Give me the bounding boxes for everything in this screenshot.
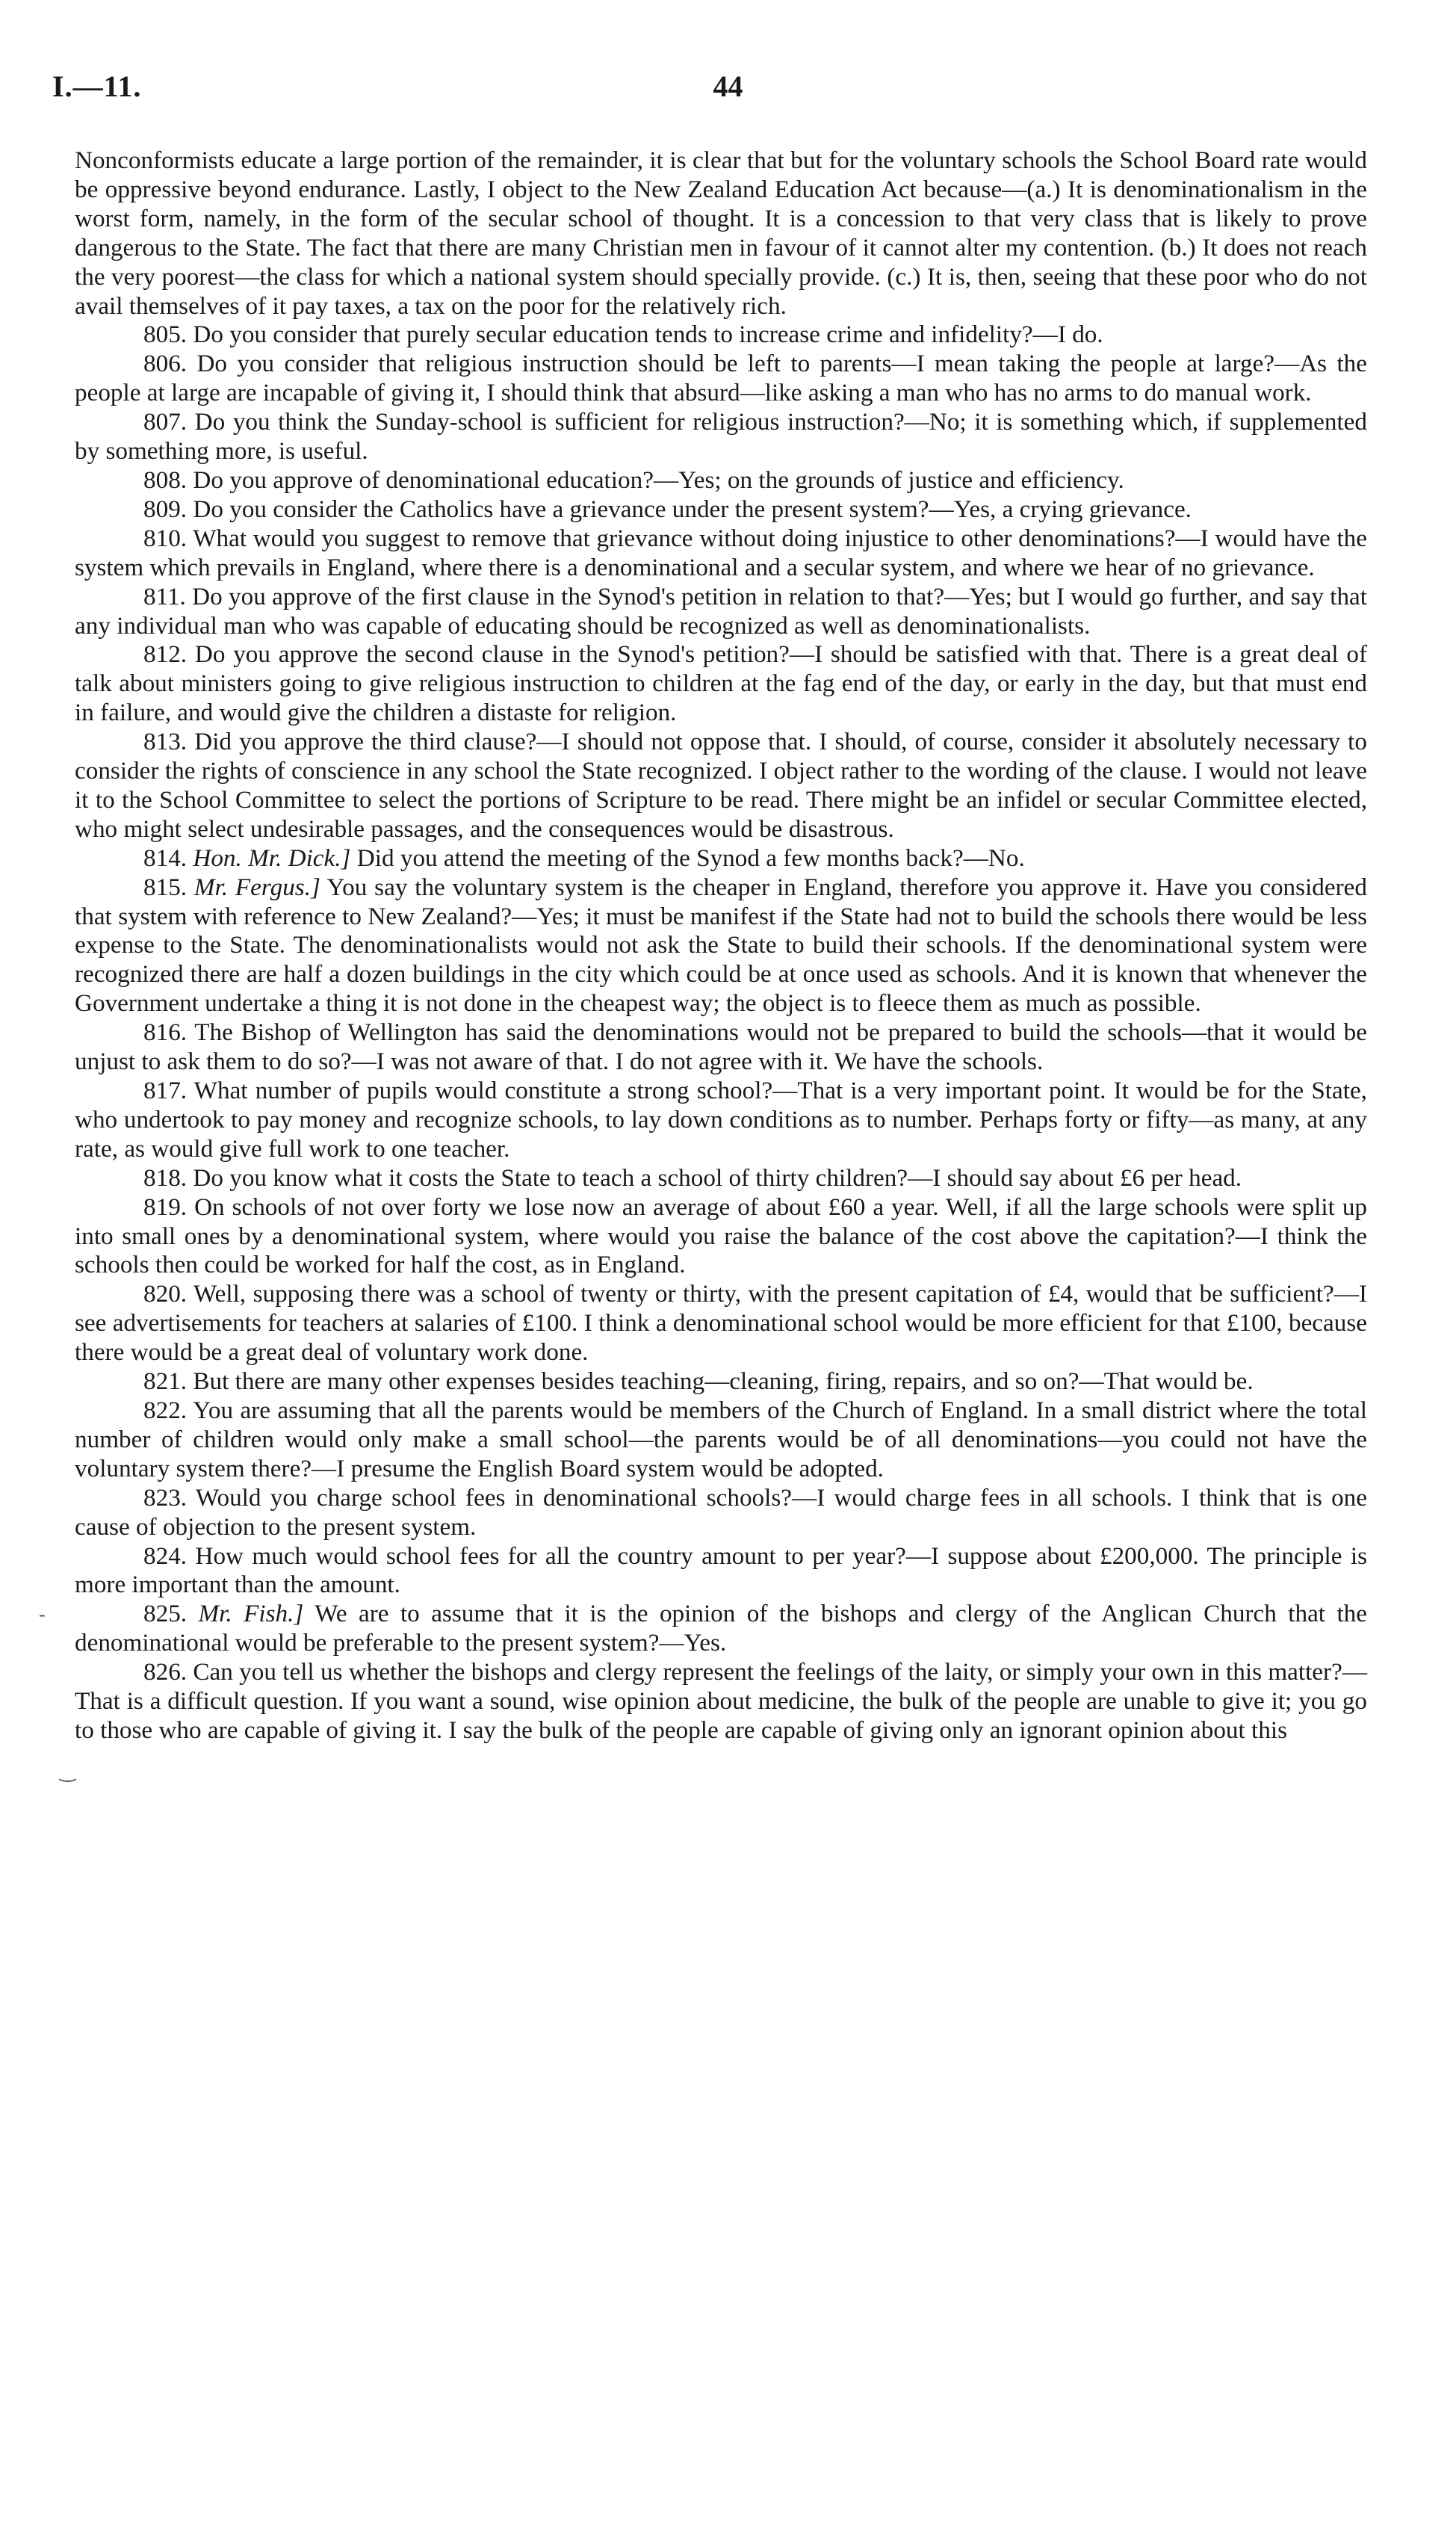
question-text: What would you suggest to remove that grievance without doing injustice to other denominations?—I would have the system which prevails in England, where there is a denominational and a secular system, and where we hear of no grievance. — [75, 524, 1367, 581]
question-paragraph — [75, 844, 1367, 873]
question-number: 822. — [143, 1396, 188, 1424]
question-number: 807. — [143, 408, 188, 436]
question-text: On schools of not over forty we lose now an average of about £60 a year. Well, if all the large schools were split up into small ones by a denominational system, where would you raise the balance of the cost above the capitation?—I think the schools then could be worked for half the cost, as in England. — [75, 1193, 1368, 1279]
question-text: We are to assume that it is the opinion of the bishops and clergy of the Anglican Church that the denominational would be preferable to the present system?—Yes. — [75, 1600, 1367, 1657]
question-number: 805. — [143, 321, 188, 349]
question-paragraph — [75, 1077, 1367, 1164]
speaker-name: Hon. Mr. Dick.] — [193, 844, 351, 872]
question-number: 815. — [143, 873, 188, 901]
question-number: 825. — [143, 1600, 188, 1628]
question-text: Did you attend the meeting of the Synod a few months back?—No. — [356, 844, 1025, 872]
question-number: 819. — [143, 1193, 188, 1221]
question-text: You say the voluntary system is the cheaper in England, therefore you approve it. Have you considered that system with reference to New Zealand?—Yes; it must be manifest if the State had not to build the schools there would be less expense to the State. The denominationalists would not ask the State to build their schools. If the denominational system were recognized there are half a dozen buildings in the city which could be at once used as schools. And it is known that whenever the Government undertake a thing it is not done in the cheapest way; the object is to fleece them as much as possible. — [75, 873, 1367, 1018]
question-number: 824. — [143, 1541, 188, 1570]
question-paragraph — [75, 1658, 1367, 1745]
question-paragraph — [75, 1542, 1367, 1600]
question-number: 826. — [143, 1658, 188, 1686]
margin-mark: - — [39, 1603, 46, 1625]
question-text: Do you think the Sunday-school is sufficient for religious instruction?—No; it is something which, if supplemented by something more, is useful. — [75, 408, 1367, 466]
question-text: Well, supposing there was a school of twenty or thirty, with the present capitation of £4, would that be sufficient?—I see advertisements for teachers at salaries of £100. I think a denominational school would be more efficient for that £100, because there would be a great deal of voluntary work done. — [75, 1280, 1367, 1367]
question-number: 820. — [143, 1280, 188, 1308]
question-number: 813. — [143, 728, 188, 756]
question-number: 814. — [143, 844, 188, 872]
question-number: 812. — [143, 640, 188, 669]
opening-paragraph: Nonconformists educate a large portion of the remainder, it is clear that but for the voluntary schools the School Board rate would be oppressive beyond endurance. Lastly, I object to the New Zealand Education Act because—(a.) It is denominationalism in the worst form, namely, in the form of the secular school of thought. It is a concession to that very class that is likely to prove dangerous to the State. The fact that there are many Christian men in favour of it cannot alter my contention. (b.) It does not reach the very poorest—the class for which a national system should specially provide. (c.) It is, then, seeing that these poor who do not avail themselves of it pay taxes, a tax on the poor for the relatively rich. — [75, 146, 1367, 320]
page-body — [75, 146, 1367, 1745]
question-text: What number of pupils would constitute a strong school?—That is a very important point. It would be for the State, who undertook to pay money and recognize schools, to lay down conditions as to number. Perhaps forty or fifty—as many, at any rate, as would give full work to one teacher. — [75, 1077, 1367, 1163]
question-number: 818. — [143, 1163, 188, 1192]
question-paragraph — [75, 466, 1367, 495]
question-paragraph — [75, 350, 1367, 408]
question-number: 817. — [143, 1077, 188, 1104]
page-header — [0, 0, 1456, 142]
question-paragraph — [75, 1484, 1367, 1542]
question-number: 816. — [143, 1018, 188, 1047]
question-text: Would you charge school fees in denominational schools?—I would charge fees in all schools. I think that is one cause of objection to the present system. — [75, 1483, 1368, 1541]
question-paragraph — [75, 321, 1367, 350]
question-number: 823. — [143, 1483, 188, 1512]
speaker-name: Mr. Fergus.] — [193, 873, 320, 901]
question-paragraph — [75, 1600, 1367, 1658]
question-paragraph — [75, 525, 1367, 583]
question-number: 811. — [143, 582, 186, 610]
question-text: But there are many other expenses besides teaching—cleaning, firing, repairs, and so on?—That would be. — [193, 1367, 1254, 1396]
question-number: 808. — [143, 466, 188, 494]
question-text: The Bishop of Wellington has said the denominations would not be prepared to build the schools—that it would be unjust to ask them to do so?—I was not aware of that. I do not agree with it. We have the schools. — [75, 1018, 1367, 1076]
question-text: Do you know what it costs the State to teach a school of thirty children?—I should say about £6 per head. — [193, 1163, 1242, 1192]
question-paragraph — [75, 1193, 1367, 1281]
page-number: 44 — [713, 69, 743, 103]
question-paragraph — [75, 640, 1367, 728]
question-paragraph — [75, 873, 1367, 1019]
question-number: 806. — [143, 350, 188, 378]
question-text: How much would school fees for all the country amount to per year?—I suppose about £200,000. The principle is more important than the amount. — [75, 1541, 1367, 1599]
question-paragraph — [75, 495, 1367, 525]
question-paragraph — [75, 408, 1367, 466]
question-paragraph — [75, 1397, 1367, 1484]
question-paragraph — [75, 728, 1367, 844]
question-text: Do you consider that religious instruction should be left to parents—I mean taking the people at large?—As the people at large are incapable of giving it, I should think that absurd—like asking a man who has no arms to do manual work. — [75, 350, 1368, 407]
question-text: Do you consider that purely secular education tends to increase crime and infidelity?—I do. — [193, 321, 1103, 349]
question-list — [75, 321, 1367, 1745]
question-text: Do you approve of the first clause in the Synod's petition in relation to that?—Yes; but I would go further, and say that any individual man who was capable of educating should be recognized as well as denominationalists. — [75, 582, 1368, 640]
question-number: 809. — [143, 495, 188, 523]
document-reference: I.—11. — [52, 69, 142, 103]
question-paragraph — [75, 1018, 1367, 1077]
question-text: Do you consider the Catholics have a grievance under the present system?—Yes, a crying grievance. — [193, 495, 1192, 523]
speaker-name: Mr. Fish.] — [198, 1600, 304, 1628]
question-text: Do you approve the second clause in the Synod's petition?—I should be satisfied with that. There is a great deal of talk about ministers going to give religious instruction to children at the fag end of the day, or early in the day, but that must end in failure, and would give the children a distaste for religion. — [75, 640, 1368, 727]
question-text: You are assuming that all the parents would be members of the Church of England. In a small district where the total number of children would only make a small school—the parents would be of all denominations—you could not have the voluntary system there?—I presume the English Board system would be adopted. — [75, 1396, 1367, 1482]
question-paragraph — [75, 1164, 1367, 1193]
question-text: Do you approve of denominational education?—Yes; on the grounds of justice and efficiency. — [193, 466, 1124, 494]
question-number: 810. — [143, 524, 188, 552]
question-paragraph — [75, 1280, 1367, 1367]
margin-mark: ‿ — [60, 1760, 75, 1782]
question-number: 821. — [143, 1367, 188, 1396]
question-text: Did you approve the third clause?—I should not oppose that. I should, of course, consider it absolutely necessary to consider the rights of conscience in any school the State recognized. I object rather to the wording of the clause. I would not leave it to the School Committee to select the portions of Scripture to be read. There might be an infidel or secular Committee elected, who might select undesirable passages, and the consequences would be disastrous. — [75, 728, 1367, 843]
question-paragraph — [75, 1367, 1367, 1397]
question-paragraph — [75, 583, 1367, 641]
question-text: Can you tell us whether the bishops and clergy represent the feelings of the laity, or simply your own in this matter?—That is a difficult question. If you want a sound, wise opinion about medicine, the bulk of the people are unable to give it; you go to those who are capable of giving it. I say the bulk of the people are capable of giving only an ignorant opinion about this — [75, 1658, 1368, 1744]
